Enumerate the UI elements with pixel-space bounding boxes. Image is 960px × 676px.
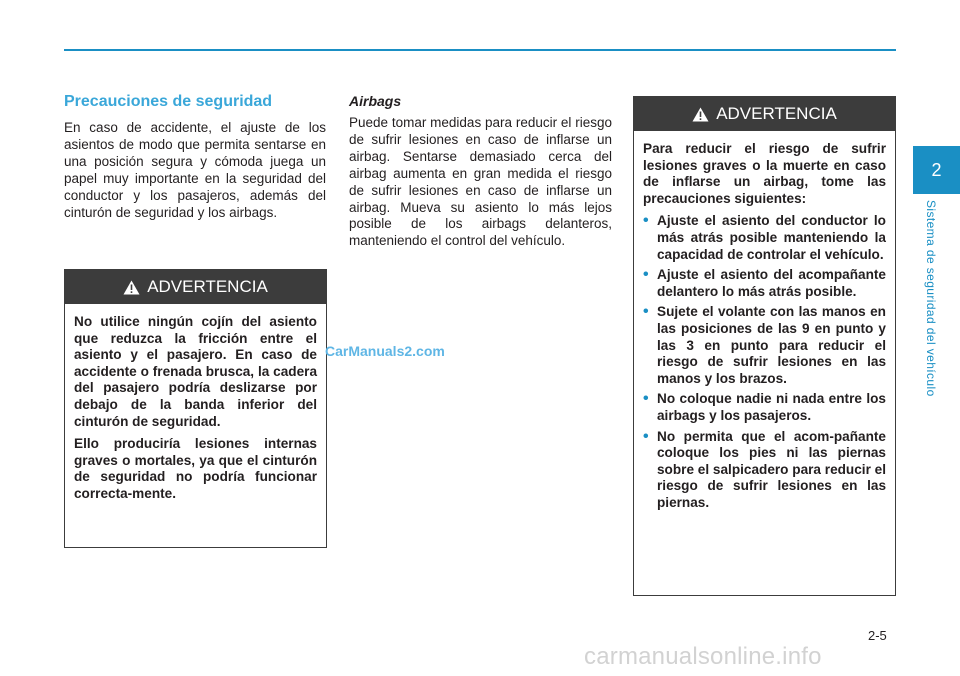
middle-column [349, 93, 612, 250]
footer-watermark: carmanualsonline.info [584, 643, 822, 670]
warning-box-cushion [64, 269, 327, 548]
warning-header [65, 270, 326, 304]
warning-paragraph: Ello produciría lesiones internas graves o mortales, ya que el cinturón de seguridad no podría funcionar correcta-mente. [74, 436, 317, 501]
airbags-body: Puede tomar medidas para reducir el riesgo de sufrir lesiones en caso de inflarse un airbag. Sentarse demasiado cerca del airbag aumenta en gran medida el riesgo de sufrir lesiones en caso de inflarse un airbag. Mueva su asiento lo más lejos posible de los airbags delanteros, manteniendo el control del vehículo. [349, 115, 612, 249]
chapter-side-title [924, 200, 950, 422]
warning-header [634, 97, 895, 131]
warning-bullet: • Ajuste el asiento del acompañante delantero lo más atrás posible. [643, 267, 886, 300]
warning-bullet: • No permita que el acom-pañante coloque los pies ni las piernas sobre el salpicadero para reducir el riesgo de sufrir lesiones en las piernas. [643, 429, 886, 512]
watermark: CarManuals2.com [325, 343, 445, 359]
warning-body [634, 131, 895, 523]
chapter-tab [913, 146, 960, 194]
warning-intro: Para reducir el riesgo de sufrir lesiones graves o la muerte en caso de inflarse un airbag, tome las precauciones siguientes: [643, 141, 886, 206]
warning-bullet: • Sujete el volante con las manos en las posiciones de las 9 en punto y las 3 en punto para reducir el riesgo de sufrir lesiones en las manos y los brazos. [643, 304, 886, 387]
warning-box-airbag [633, 96, 896, 596]
warning-paragraph: No utilice ningún cojín del asiento que reduzca la fricción entre el asiento y el pasajero. En caso de accidente o frenada brusca, la cadera del pasajero podría deslizarse por debajo de la banda inferior del cinturón de seguridad. [74, 314, 317, 429]
section-heading: Precauciones de seguridad [64, 93, 273, 110]
warning-bullet: • Ajuste el asiento del conductor lo más atrás posible manteniendo la capacidad de controlar el vehículo. [643, 213, 886, 263]
chapter-title: Sistema de seguridad del vehículo [924, 200, 938, 397]
section-body: En caso de accidente, el ajuste de los asientos de modo que permita sentarse en una posición segura y cómoda juega un papel muy importante en la seguridad del conductor y los pasajeros, además del cinturón de seguridad y los airbags. [64, 120, 326, 220]
warning-title: ADVERTENCIA [716, 104, 837, 123]
warning-bullet-list [643, 213, 886, 511]
warning-triangle-icon [123, 280, 140, 295]
page-number: 2-5 [868, 628, 887, 643]
warning-bullet: • No coloque nadie ni nada entre los airbags y los pasajeros. [643, 391, 886, 424]
warning-body [65, 304, 326, 517]
left-column [64, 93, 326, 221]
airbags-heading: Airbags [349, 93, 402, 109]
warning-triangle-icon [692, 107, 709, 122]
chapter-number: 2 [931, 159, 942, 180]
warning-title: ADVERTENCIA [147, 277, 268, 296]
top-rule [64, 49, 896, 51]
